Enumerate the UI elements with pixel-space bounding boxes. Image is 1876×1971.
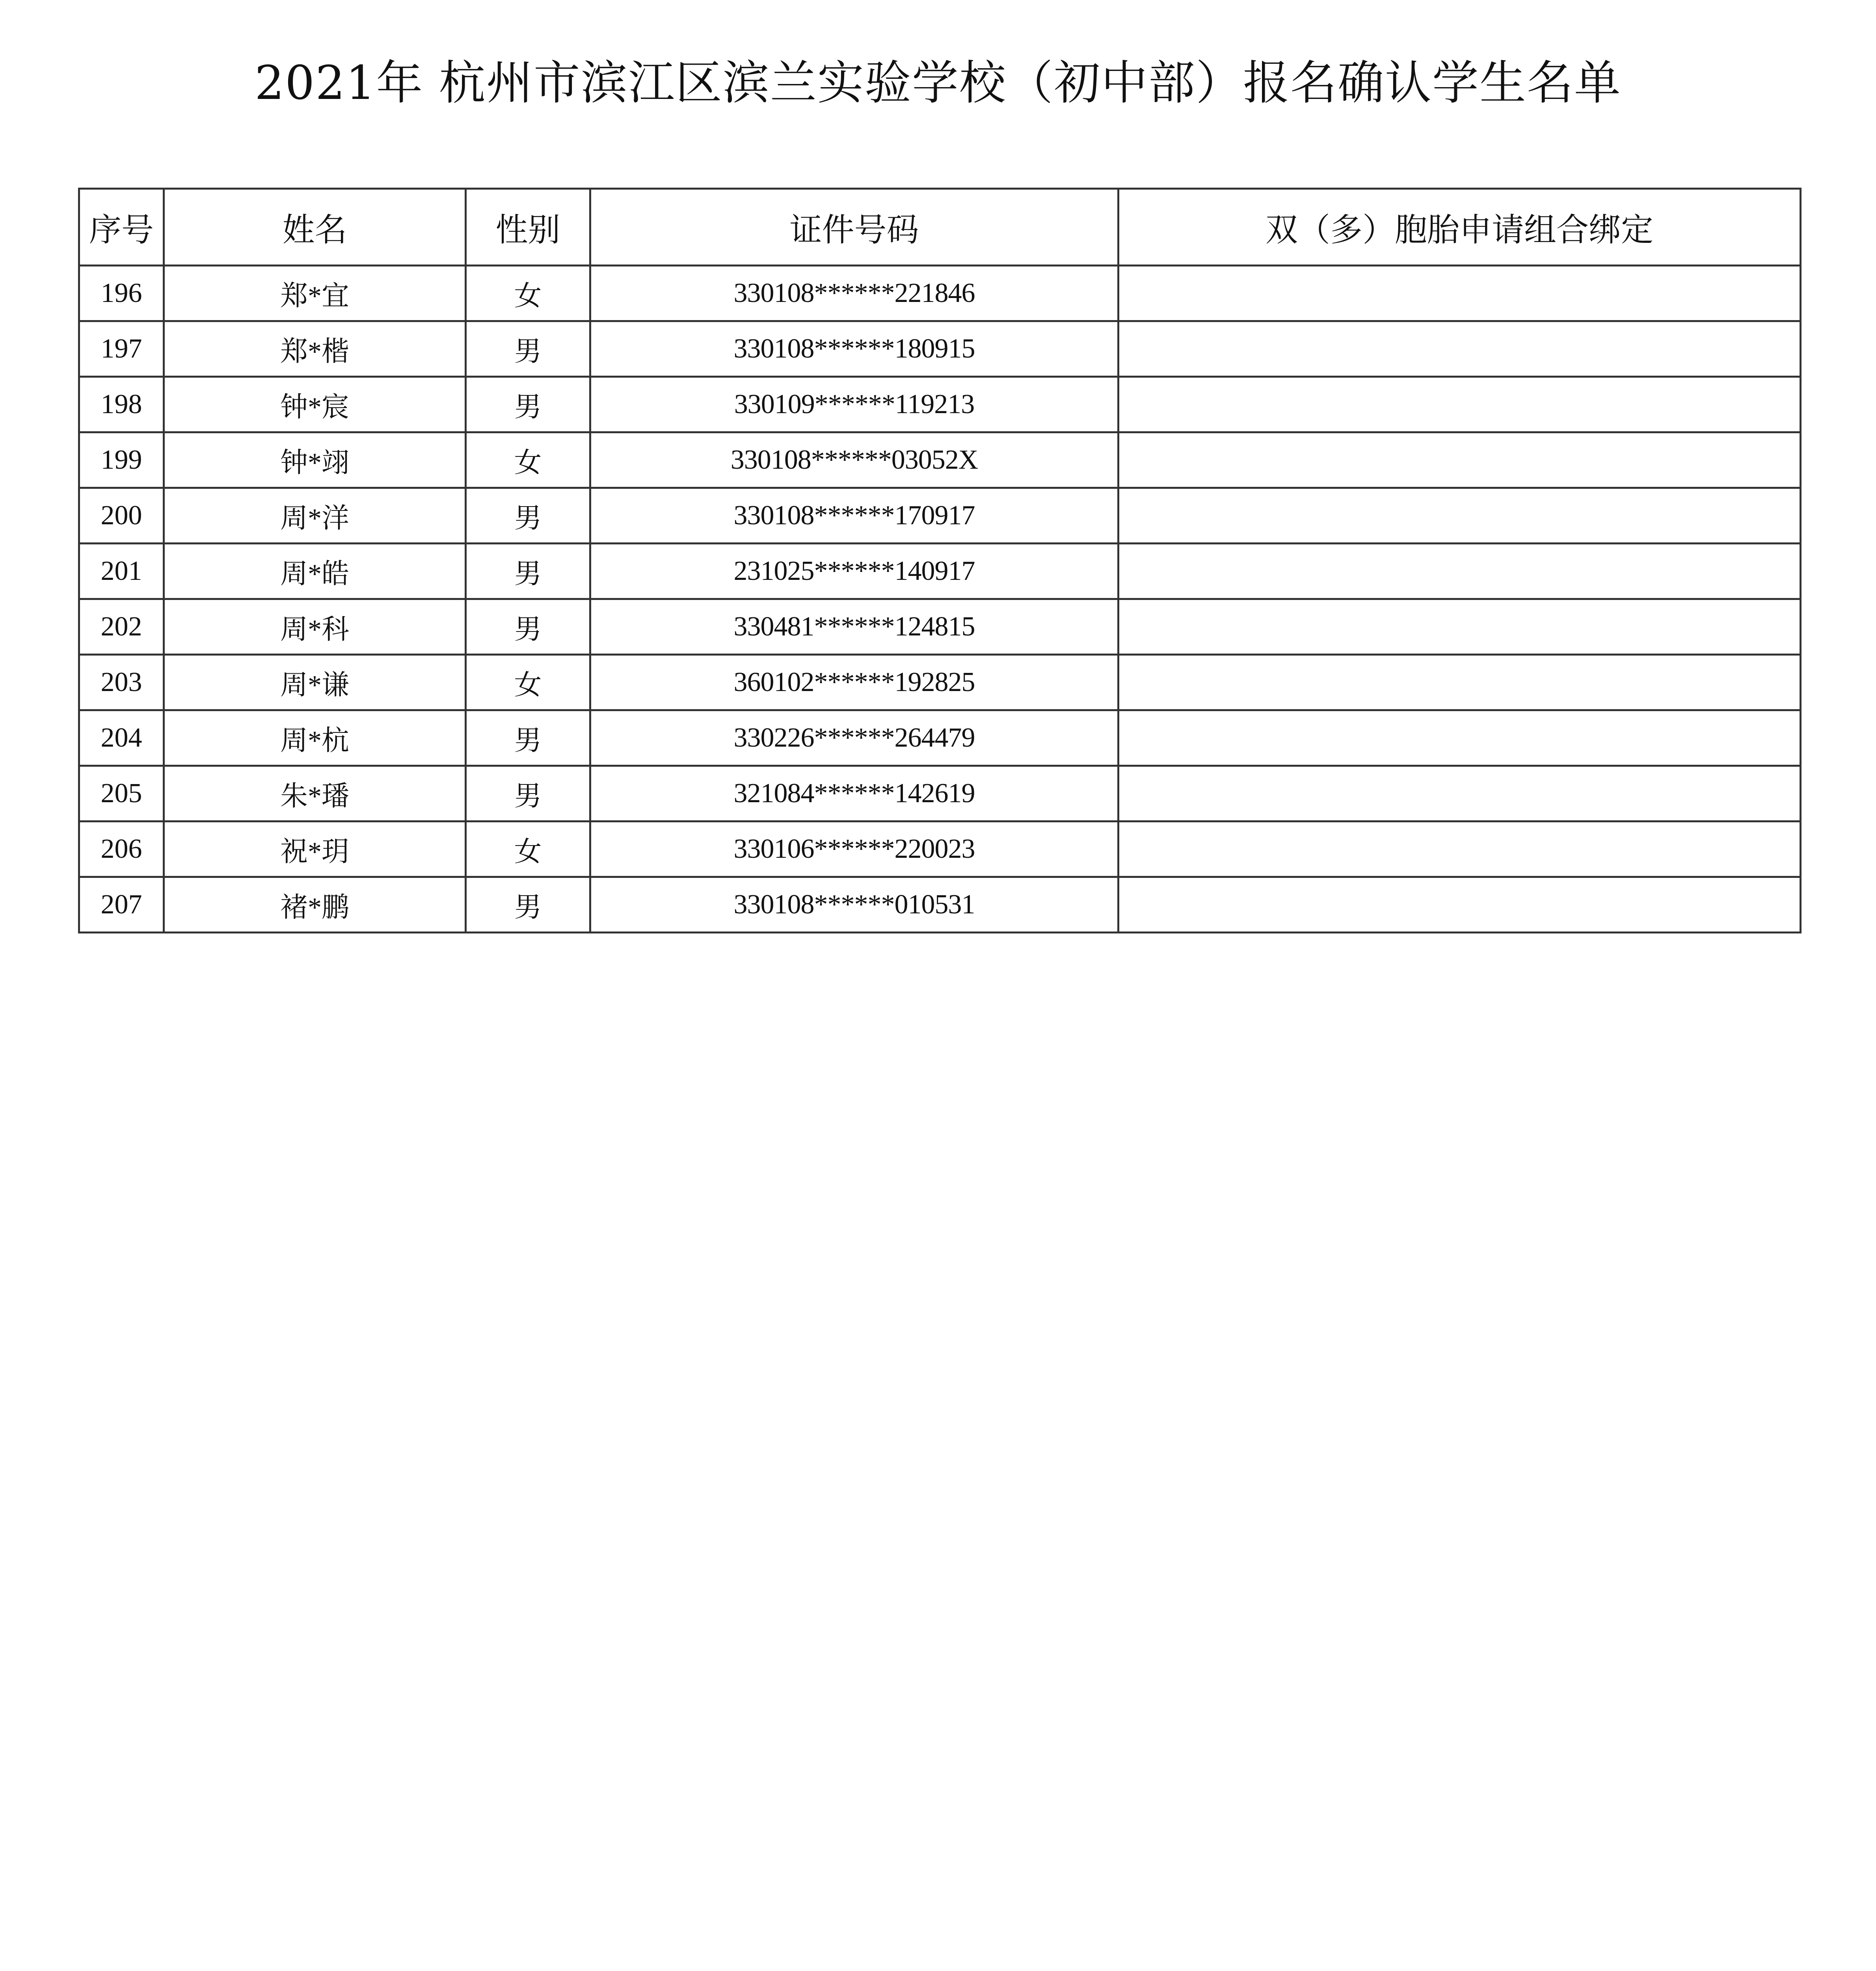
cell-name: 郑*宜 — [164, 266, 466, 321]
column-header-gender: 性别 — [466, 189, 590, 266]
cell-seq: 206 — [79, 822, 164, 877]
column-header-seq: 序号 — [79, 189, 164, 266]
cell-twins — [1119, 488, 1801, 544]
cell-name: 周*科 — [164, 599, 466, 655]
table-row — [79, 266, 1801, 321]
cell-id: 330108******010531 — [590, 877, 1119, 933]
column-header-id: 证件号码 — [590, 189, 1119, 266]
cell-twins — [1119, 377, 1801, 432]
cell-seq: 201 — [79, 544, 164, 599]
cell-twins — [1119, 432, 1801, 488]
cell-twins — [1119, 599, 1801, 655]
table-row — [79, 488, 1801, 544]
cell-gender: 女 — [466, 432, 590, 488]
cell-seq: 196 — [79, 266, 164, 321]
cell-id: 330481******124815 — [590, 599, 1119, 655]
cell-name: 褚*鹏 — [164, 877, 466, 933]
table-row — [79, 710, 1801, 766]
cell-twins — [1119, 710, 1801, 766]
table-row — [79, 321, 1801, 377]
table-row — [79, 766, 1801, 822]
table-row — [79, 544, 1801, 599]
table-row — [79, 432, 1801, 488]
cell-gender: 男 — [466, 321, 590, 377]
cell-seq: 203 — [79, 655, 164, 710]
cell-name: 祝*玥 — [164, 822, 466, 877]
cell-name: 周*谦 — [164, 655, 466, 710]
cell-twins — [1119, 544, 1801, 599]
cell-id: 330106******220023 — [590, 822, 1119, 877]
cell-gender: 男 — [466, 599, 590, 655]
column-header-twins: 双（多）胞胎申请组合绑定 — [1119, 189, 1801, 266]
cell-gender: 男 — [466, 377, 590, 432]
cell-name: 钟*翊 — [164, 432, 466, 488]
cell-name: 周*皓 — [164, 544, 466, 599]
column-header-name: 姓名 — [164, 189, 466, 266]
cell-gender: 男 — [466, 544, 590, 599]
cell-id: 321084******142619 — [590, 766, 1119, 822]
cell-id: 330226******264479 — [590, 710, 1119, 766]
cell-name: 郑*楷 — [164, 321, 466, 377]
cell-gender: 男 — [466, 877, 590, 933]
student-roster-table — [78, 188, 1802, 933]
table-row — [79, 822, 1801, 877]
cell-seq: 202 — [79, 599, 164, 655]
page-title: 2021年 杭州市滨江区滨兰实验学校（初中部）报名确认学生名单 — [255, 56, 1621, 110]
cell-id: 231025******140917 — [590, 544, 1119, 599]
cell-seq: 197 — [79, 321, 164, 377]
cell-id: 330108******03052X — [590, 432, 1119, 488]
cell-id: 360102******192825 — [590, 655, 1119, 710]
cell-seq: 198 — [79, 377, 164, 432]
cell-gender: 女 — [466, 655, 590, 710]
cell-seq: 205 — [79, 766, 164, 822]
cell-name: 周*杭 — [164, 710, 466, 766]
cell-seq: 207 — [79, 877, 164, 933]
cell-gender: 男 — [466, 710, 590, 766]
cell-gender: 男 — [466, 766, 590, 822]
cell-seq: 199 — [79, 432, 164, 488]
cell-twins — [1119, 321, 1801, 377]
cell-gender: 女 — [466, 266, 590, 321]
cell-id: 330108******221846 — [590, 266, 1119, 321]
cell-seq: 204 — [79, 710, 164, 766]
cell-name: 钟*宸 — [164, 377, 466, 432]
table-row — [79, 599, 1801, 655]
table-body — [79, 266, 1801, 933]
cell-twins — [1119, 877, 1801, 933]
table-header-row — [79, 189, 1801, 266]
cell-id: 330109******119213 — [590, 377, 1119, 432]
cell-id: 330108******180915 — [590, 321, 1119, 377]
cell-id: 330108******170917 — [590, 488, 1119, 544]
cell-gender: 女 — [466, 822, 590, 877]
table-row — [79, 877, 1801, 933]
cell-name: 朱*璠 — [164, 766, 466, 822]
cell-gender: 男 — [466, 488, 590, 544]
cell-name: 周*洋 — [164, 488, 466, 544]
cell-twins — [1119, 766, 1801, 822]
cell-twins — [1119, 655, 1801, 710]
cell-twins — [1119, 822, 1801, 877]
cell-seq: 200 — [79, 488, 164, 544]
cell-twins — [1119, 266, 1801, 321]
table-row — [79, 377, 1801, 432]
table-row — [79, 655, 1801, 710]
